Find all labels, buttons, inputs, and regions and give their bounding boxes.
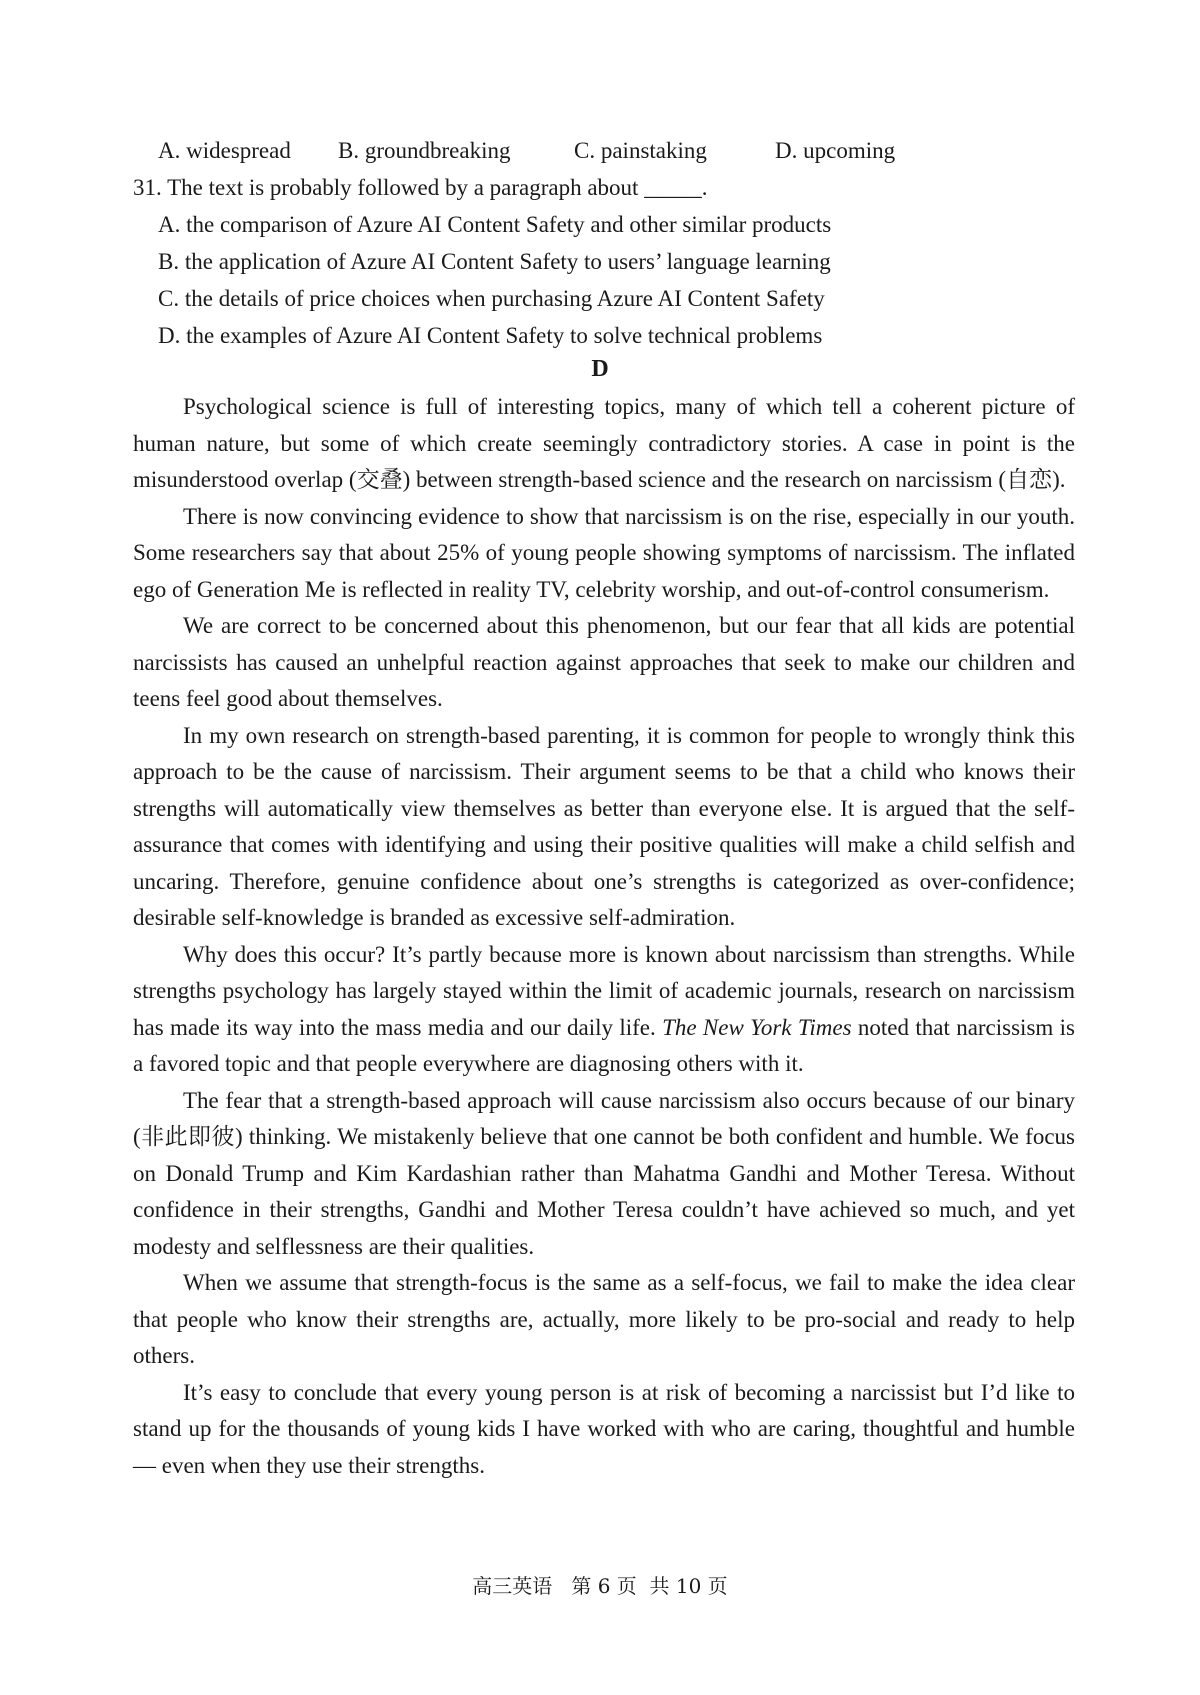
paragraph-5: [133, 937, 1075, 1083]
question-31-option-c: C. the details of price choices when purchasing Azure AI Content Safety: [158, 286, 825, 311]
section-heading: D: [591, 356, 609, 382]
question-31-option-d: D. the examples of Azure AI Content Safety to solve technical problems: [158, 323, 823, 348]
paragraph-2: There is now convincing evidence to show that narcissism is on the rise, especially in our youth. Some researchers say that about 25% of young people showing symptoms of narcissism. The inflated ego of Generation Me is reflected in reality TV, celebrity worship, and out-of-control consumerism.: [133, 503, 1075, 602]
prev-question-options: [158, 136, 918, 166]
question-31-stem: 31. The text is probably followed by a paragraph about _____.: [133, 175, 708, 200]
paragraph-5-text-before: Why does this occur? It’s partly because more is known about narcissism than strengths. While strengths psychology has largely stayed within the limit of academic journals, research on narcissism has made its way into the mass media and our daily life.: [133, 941, 1075, 1040]
paragraph-7: When we assume that strength-focus is the same as a self-focus, we fail to make the idea clear that people who know their strengths are, actually, more likely to be pro-social and ready to help others.: [133, 1270, 1075, 1368]
paragraph-1: Psychological science is full of interesting topics, many of which tell a coherent picture of human nature, but some of which create seemingly contradictory stories. A case in point is the misunderstood overlap (交叠) between strength-based science and the research on narcissism (自恋).: [133, 394, 1075, 492]
page-footer: 高三英语 第 6 页 共 10 页: [472, 1574, 728, 1598]
reading-passage: [133, 389, 1075, 1484]
paragraph-5-text-after: noted that narcissism is a favored topic and that people everywhere are diagnosing others with it.: [133, 1014, 1075, 1076]
paragraph-6: The fear that a strength-based approach will cause narcissism also occurs because of our binary (非此即彼) thinking. We mistakenly believe that one cannot be both confident and humble. We focus on Donald Trump and Kim Kardashian rather than Mahatma Gandhi and Mother Teresa. Without confidence in their strengths, Gandhi and Mother Teresa couldn’t have achieved so much, and yet modesty and selflessness are their qualities.: [133, 1087, 1075, 1259]
option-c: C. painstaking: [574, 138, 707, 163]
question-31-option-b: B. the application of Azure AI Content Safety to users’ language learning: [158, 249, 831, 274]
paragraph-4: In my own research on strength-based parenting, it is common for people to wrongly think this approach to be the cause of narcissism. Their argument seems to be that a child who knows their strengths will automatically view themselves as better than everyone else. It is argued that the self-assurance that comes with identifying and using their positive qualities will make a child selfish and uncaring. Therefore, genuine confidence about one’s strengths is categorized as over-confidence; desirable self-knowledge is branded as excessive self-admiration.: [133, 722, 1075, 930]
question-31-option-a: A. the comparison of Azure AI Content Safety and other similar products: [158, 212, 832, 237]
paragraph-8: It’s easy to conclude that every young person is at risk of becoming a narcissist but I’d like to stand up for the thousands of young kids I have worked with who are caring, thoughtful and humble — even when they use their strengths.: [133, 1379, 1075, 1478]
option-a: A. widespread: [158, 138, 291, 163]
option-b: B. groundbreaking: [338, 138, 511, 163]
option-d: D. upcoming: [775, 138, 896, 163]
newspaper-title: The New York Times: [662, 1014, 852, 1040]
paragraph-3: We are correct to be concerned about this phenomenon, but our fear that all kids are potential narcissists has caused an unhelpful reaction against approaches that seek to make our children and teens feel good about themselves.: [133, 613, 1075, 711]
